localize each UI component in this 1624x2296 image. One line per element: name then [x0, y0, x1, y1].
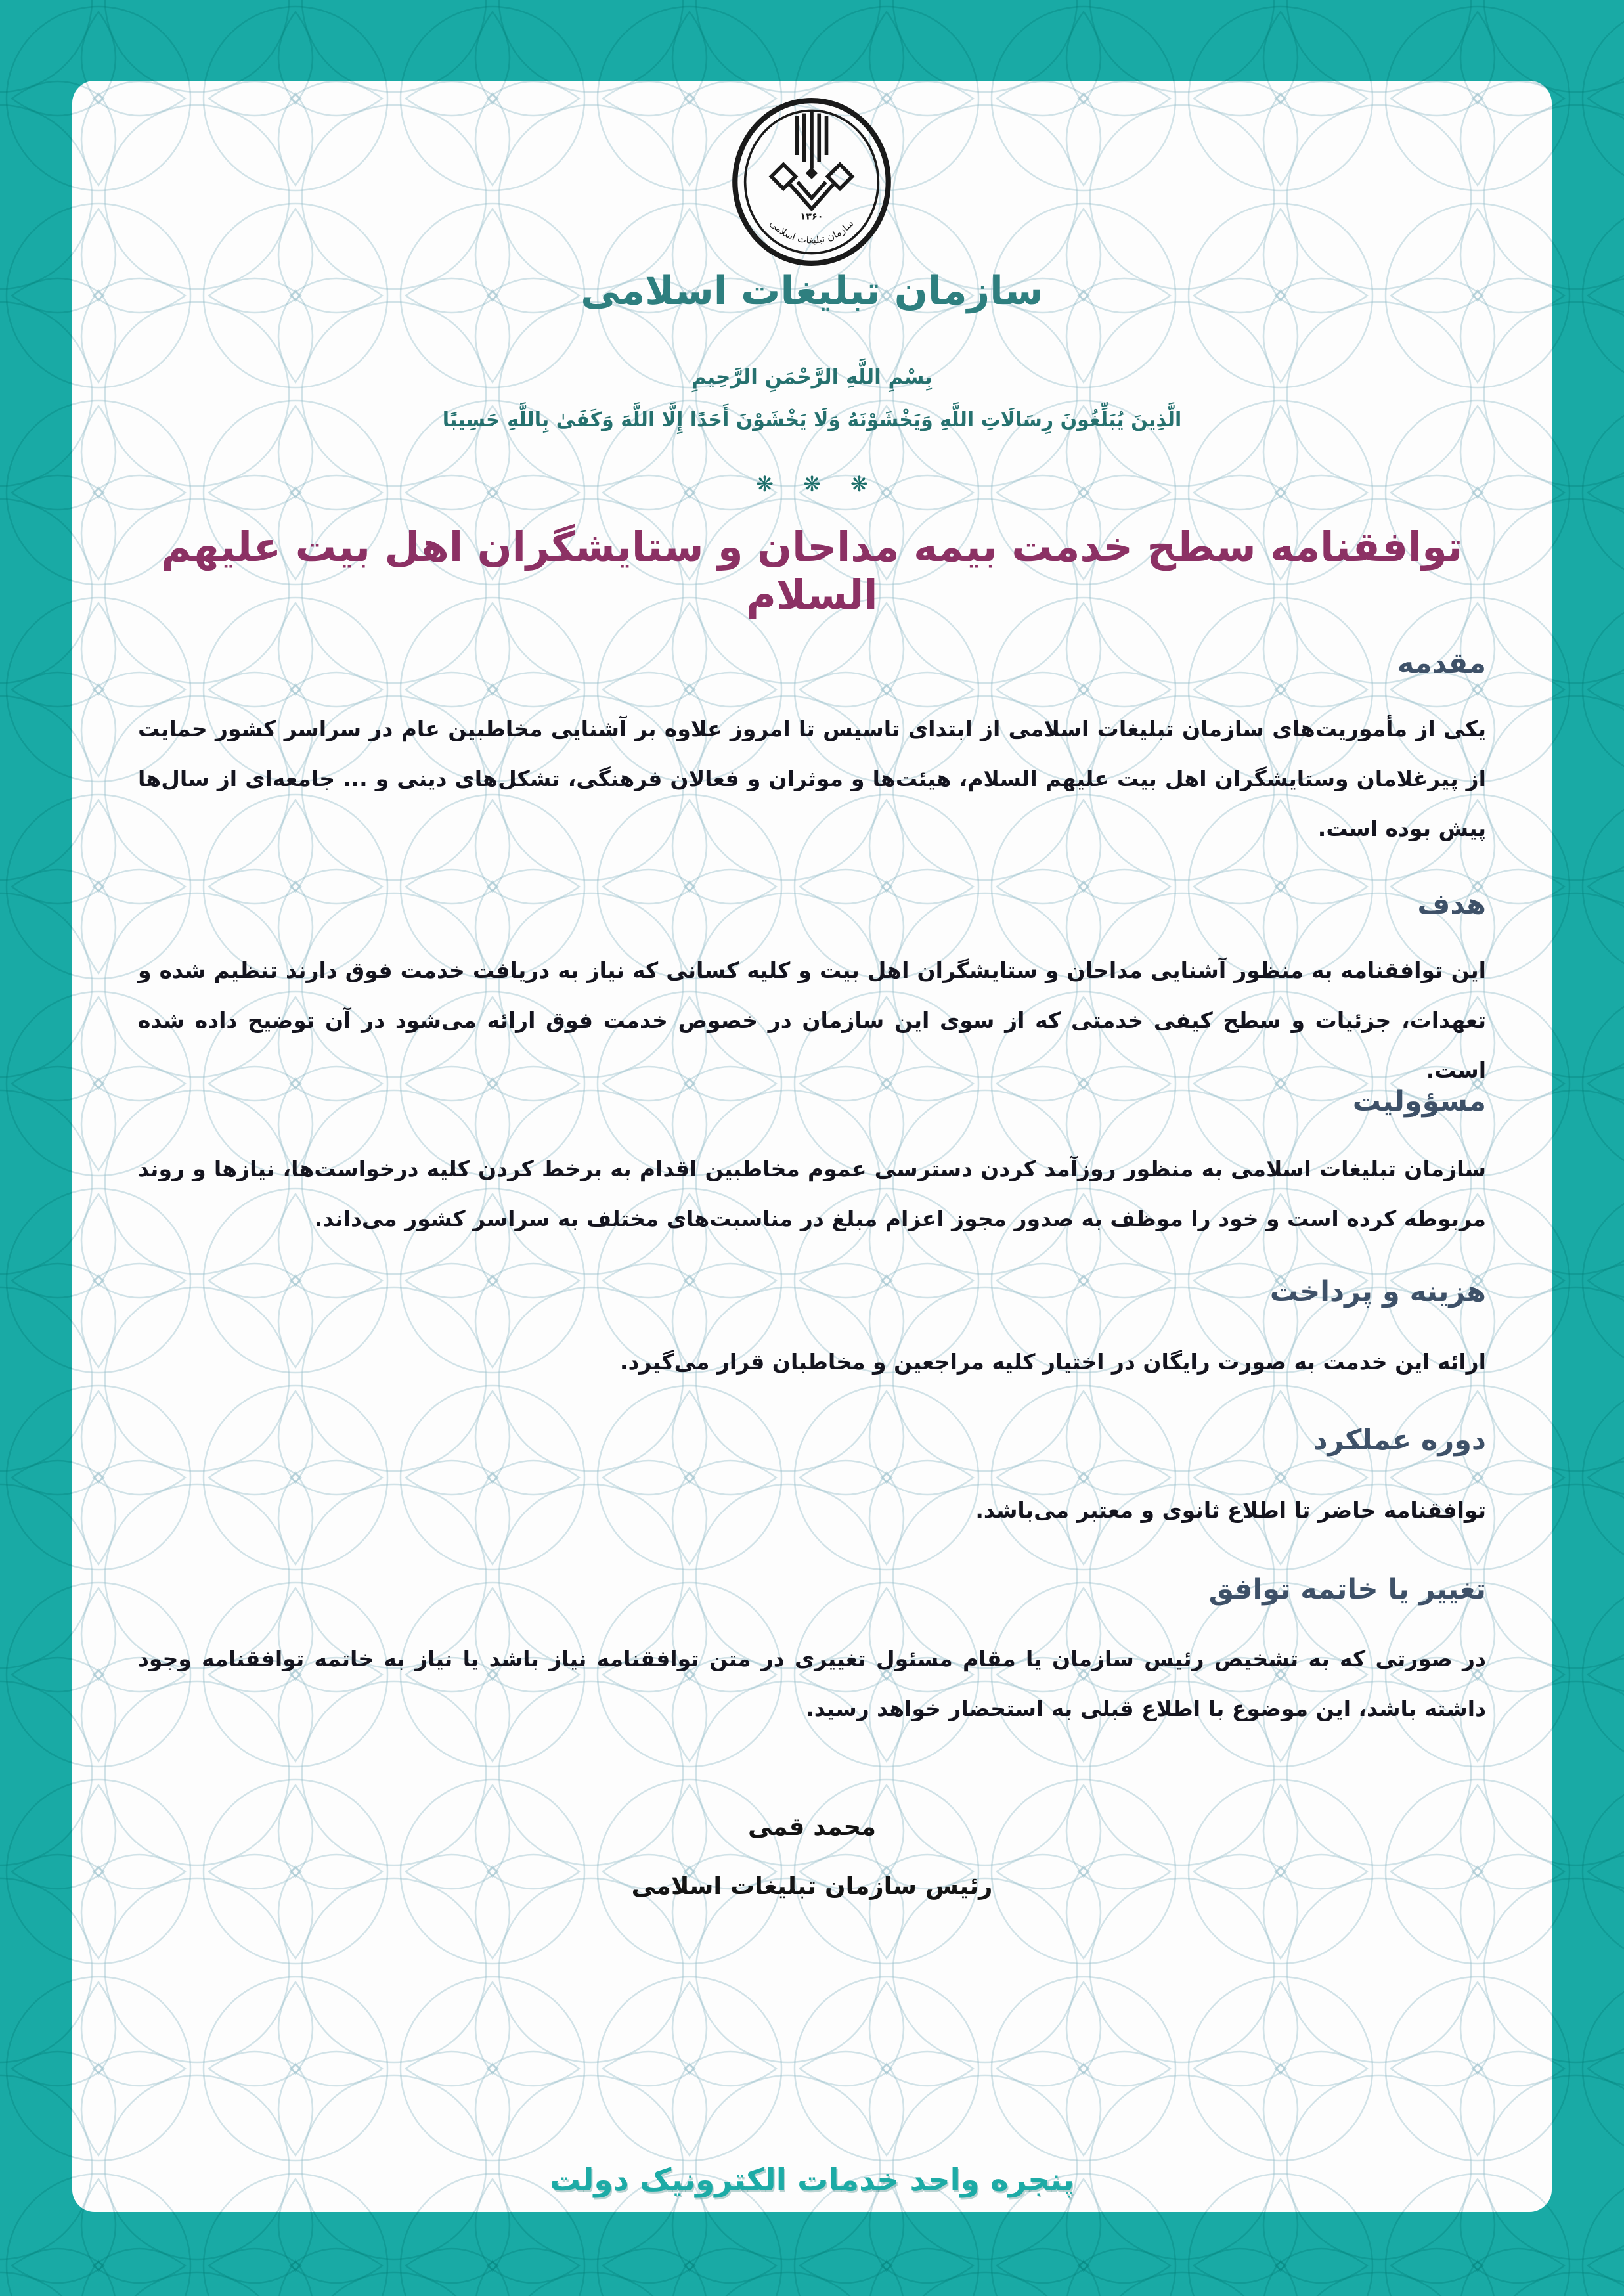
ornament-separator: ❋ ❋ ❋: [756, 472, 868, 497]
section-heading-goal: هدف: [1417, 888, 1486, 921]
section-body-introduction: یکی از مأموریت‌های سازمان تبلیغات اسلامی از ابتدای تاسیس تا امروز علاوه بر آشنایی مخاطبین عام در سراسر کشور حمایت از پیرغلامان وستایشگران اهل بیت علیهم السلام، هیئت‌ها و موثران و فعالان فرهنگی، تشکل‌های دینی و ... جامعه‌ای از سال‌ها پیش بوده است.: [138, 716, 1486, 841]
organization-calligraphy: سازمان تبلیغات اسلامی: [581, 268, 1043, 314]
section-heading-performance-period: دوره عملکرد: [1313, 1424, 1486, 1457]
section-heading-introduction: مقدمه: [1397, 647, 1486, 680]
emblem-icon: [731, 97, 892, 267]
bismillah-text: بِسْمِ اللَّهِ الرَّحْمَنِ الرَّحِيمِ: [691, 365, 933, 389]
section-body-change-termination: در صورتی که به تشخیص رئیس سازمان یا مقام مسئول تغییری در متن توافقنامه نیاز باشد یا نیاز به خاتمه توافقنامه وجود داشته باشد، این موضوع با اطلاع قبلی به استحضار خواهد رسید.: [138, 1646, 1486, 1721]
section-heading-change-termination: تغییر یا خاتمه توافق: [1208, 1573, 1486, 1606]
signatory-role: رئیس سازمان تبلیغات اسلامی: [631, 1872, 993, 1900]
emblem-ring-text: سازمان تبلیغات اسلامی: [767, 217, 856, 246]
signatory-name: محمد قمی: [747, 1813, 877, 1841]
organization-emblem-logo: [731, 97, 892, 267]
emblem-year: ۱۳۶۰: [800, 211, 823, 223]
section-body-responsibility: سازمان تبلیغات اسلامی به منظور روزآمد کردن دسترسی عموم مخاطبین اقدام به برخط کردن کلیه درخواست‌ها، نیازها و روند مربوطه کرده است و خود را موظف به صدور مجوز اعزام مبلغ در مناسبت‌های مختلف به سراسر کشور می‌داند.: [138, 1156, 1486, 1231]
section-body-goal: این توافقنامه به منظور آشنایی مداحان و ستایشگران اهل بیت و کلیه کسانی که نیاز به دریافت خدمت فوق دارند تنظیم شده و تعهدات، جزئیات و سطح کیفی خدمتی که از سوی این سازمان در خصوص خدمت فوق ارائه می‌شود در آن توضیح داده شده است.: [138, 958, 1486, 1083]
section-body-cost-payment: ارائه این خدمت به صورت رایگان در اختیار کلیه مراجعین و مخاطبان قرار می‌گیرد.: [619, 1349, 1486, 1375]
document-title: توافقنامه سطح خدمت بیمه مداحان و ستایشگران اهل بیت علیهم السلام: [161, 523, 1463, 619]
section-body-performance-period: توافقنامه حاضر تا اطلاع ثانوی و معتبر می‌باشد.: [975, 1497, 1486, 1523]
section-heading-cost-payment: هزینه و پرداخت: [1269, 1275, 1486, 1308]
footer-egov-text: پنجره واحد خدمات الکترونیک دولت: [550, 2162, 1074, 2198]
quran-verse: الَّذِينَ يُبَلِّغُونَ رِسَالَاتِ اللَّهِ وَيَخْشَوْنَهُ وَلَا يَخْشَوْنَ أَحَدًا إِلَّا اللَّهَ وَكَفَىٰ بِاللَّهِ حَسِيبًا: [442, 408, 1182, 431]
section-heading-responsibility: مسؤولیت: [1352, 1085, 1486, 1118]
kufic-allah-mark: [772, 112, 852, 209]
